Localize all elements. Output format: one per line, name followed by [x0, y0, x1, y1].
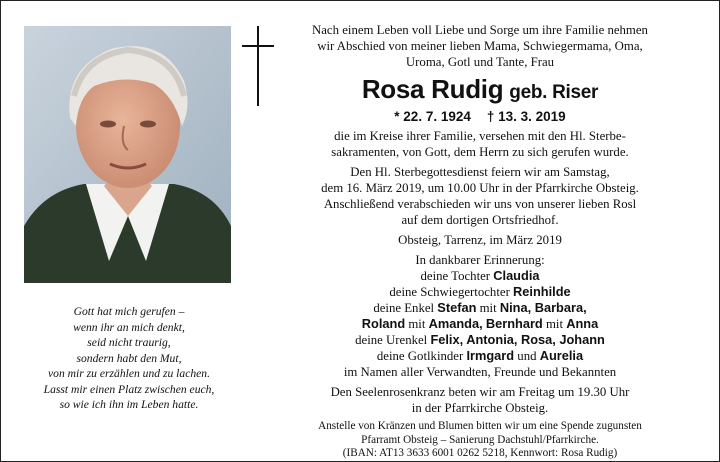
mourner-label: deine Schwiegertochter [389, 285, 514, 299]
mourner-name: Irmgard [466, 348, 515, 363]
donation-line: Pfarramt Obsteig – Sanierung Dachstuhl/Pfarrkirche. [361, 433, 599, 446]
mourner-name: Anna [566, 316, 599, 331]
birth-date: * 22. 7. 1924 [394, 109, 471, 124]
poem-line: seid nicht traurig, [87, 336, 171, 349]
portrait-photo [24, 26, 231, 283]
mourner-label: mit [405, 317, 429, 331]
mourner-name: Amanda, [428, 316, 483, 331]
sacrament-line: die im Kreise ihrer Familie, versehen mit den Hl. Sterbe- [334, 129, 626, 143]
memorial-poem [22, 304, 236, 413]
mourner-label: deine Gotlkinder [376, 349, 467, 363]
funeral-line: Den Hl. Sterbegottesdienst feiern wir am Samstag, [350, 165, 610, 179]
mourner-name: Reinhilde [513, 284, 571, 299]
poem-line: von mir zu erzählen und zu lachen. [48, 367, 210, 380]
donation-line: (IBAN: AT13 3633 6001 0262 5218, Kennwort: Rosa Rudig) [342, 447, 618, 459]
mourner-name: Bernhard [485, 316, 543, 331]
mourner-name: Aurelia [539, 348, 584, 363]
mourner-daughter [270, 268, 690, 284]
mourner-label: deine Urenkel [355, 333, 431, 347]
place-date: Obsteig, Tarrenz, im März 2019 [398, 233, 562, 247]
mourner-grandchildren [270, 300, 690, 316]
mourner-name: Felix, Antonia, Rosa, Johann [430, 332, 605, 347]
notice-text [270, 22, 690, 461]
rosary-line: Den Seelenrosenkranz beten wir am Freitag um 19.30 Uhr [330, 385, 630, 399]
mourner-name: Stefan [437, 300, 477, 315]
mourner-in-law [270, 284, 690, 300]
mourner-great-grandchildren [270, 332, 690, 348]
donation-line: Anstelle von Kränzen und Blumen bitten wir um eine Spende zugunsten [318, 420, 642, 432]
poem-line: so wie ich ihn im Leben hatte. [59, 398, 199, 411]
intro-line: Nach einem Leben voll Liebe und Sorge um ihre Familie nehmen [312, 23, 648, 37]
mourner-godchildren [270, 348, 690, 364]
intro-line: Uroma, Gotl und Tante, Frau [405, 55, 555, 69]
maiden-name: geb. Riser [509, 82, 599, 103]
funeral-line: Anschließend verabschieden wir uns von unserer lieben Rosl [323, 197, 637, 211]
life-dates [270, 108, 690, 126]
mourner-label: mit [476, 301, 500, 315]
mourner-name: Nina, Barbara, [499, 300, 587, 315]
intro-line: wir Abschied von meiner lieben Mama, Schwiegermama, Oma, [317, 39, 643, 53]
mourner-label: deine Tochter [420, 269, 494, 283]
death-date: † 13. 3. 2019 [486, 109, 566, 124]
funeral-line: auf dem dortigen Ortsfriedhof. [401, 213, 559, 227]
mourner-others: im Namen aller Verwandten, Freunde und Bekannten [343, 365, 617, 379]
name-text: Rosa Rudig [361, 74, 504, 104]
funeral-line: dem 16. März 2019, um 10.00 Uhr in der Pfarrkirche Obsteig. [321, 181, 639, 195]
poem-line: Lasst mir einen Platz zwischen euch, [43, 382, 215, 396]
rosary-line: in der Pfarrkirche Obsteig. [411, 401, 549, 415]
mourners-intro: In dankbarer Erinnerung: [415, 253, 545, 267]
mourner-grandchildren [270, 316, 690, 332]
poem-line: wenn ihr an mich denkt, [73, 320, 185, 334]
poem-line: Gott hat mich gerufen – [73, 305, 185, 318]
sacrament-line: sakramenten, von Gott, dem Herrn zu sich gerufen wurde. [331, 145, 629, 159]
mourner-label: und [514, 349, 540, 363]
mourner-label: mit [542, 317, 567, 331]
poem-line: sondern habt den Mut, [76, 351, 182, 365]
mourner-label: deine Enkel [373, 301, 438, 315]
deceased-name [270, 74, 690, 108]
mourner-name: Roland [361, 316, 406, 331]
mourner-name: Claudia [493, 268, 540, 283]
